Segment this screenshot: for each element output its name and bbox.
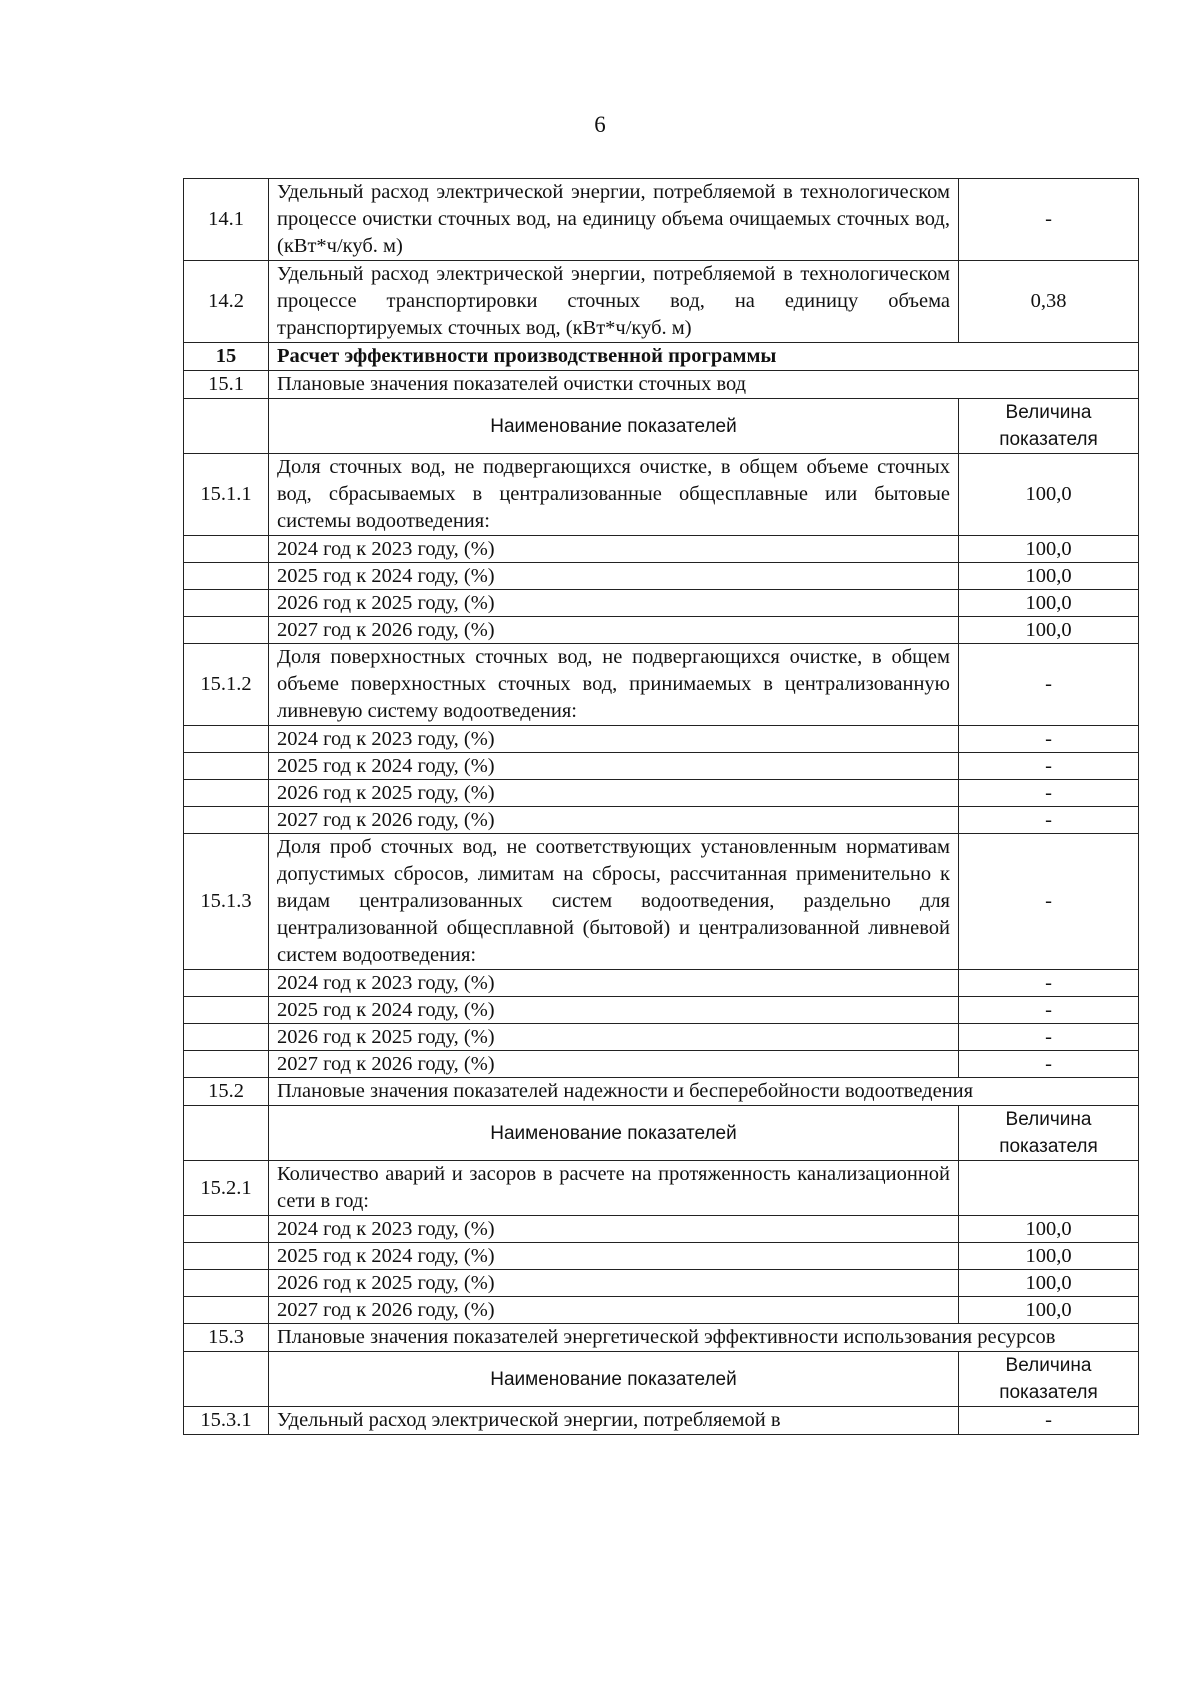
year-value: - (959, 970, 1139, 997)
table-row-year (184, 807, 1139, 834)
table-row-year (184, 563, 1139, 590)
header-name-label: Наименование показателей (269, 399, 959, 454)
subsection-number: 15.1 (184, 371, 269, 399)
subsection-number: 15.2 (184, 1078, 269, 1106)
year-value: - (959, 780, 1139, 807)
table-row-year (184, 780, 1139, 807)
table-row-header (184, 1106, 1139, 1161)
table-row-year (184, 970, 1139, 997)
section-number: 15 (184, 343, 269, 371)
year-number-cell (184, 1024, 269, 1051)
item-description: Доля поверхностных сточных вод, не подвергающихся очистке, в общем объеме поверхностных сточных вод, принимаемых в централизованную ливневую систему водоотведения: (269, 644, 959, 726)
table-row-item (184, 179, 1139, 261)
item-value: 100,0 (959, 454, 1139, 536)
header-number-cell (184, 1352, 269, 1407)
year-label: 2026 год к 2025 году, (%) (269, 1024, 959, 1051)
year-number-cell (184, 590, 269, 617)
item-description: Доля проб сточных вод, не соответствующих установленным нормативам допустимых сбросов, лимитам на сбросы, рассчитанная применительно к видам централизованных систем водоотведения, раздельно для централизованной общесплавной (бытовой) и централизованной ливневой систем водоотведения: (269, 834, 959, 970)
item-value: - (959, 644, 1139, 726)
item-description: Количество аварий и засоров в расчете на протяженность канализационной сети в год: (269, 1161, 959, 1216)
document-sheet (183, 178, 1139, 1435)
year-number-cell (184, 617, 269, 644)
year-number-cell (184, 970, 269, 997)
table-row-header (184, 1352, 1139, 1407)
table-row-section (184, 343, 1139, 371)
table-row-year (184, 617, 1139, 644)
table-row-year (184, 1270, 1139, 1297)
year-number-cell (184, 563, 269, 590)
year-value: - (959, 1051, 1139, 1078)
table-row-item (184, 644, 1139, 726)
section-title: Расчет эффективности производственной программы (269, 343, 1139, 371)
year-number-cell (184, 997, 269, 1024)
table-row-year (184, 997, 1139, 1024)
item-value (959, 1161, 1139, 1216)
header-number-cell (184, 1106, 269, 1161)
header-value-label: Величина показателя (959, 1352, 1139, 1407)
year-label: 2025 год к 2024 году, (%) (269, 1243, 959, 1270)
item-value: - (959, 834, 1139, 970)
item-description: Доля сточных вод, не подвергающихся очистке, в общем объеме сточных вод, сбрасываемых в централизованные общесплавные или бытовые системы водоотведения: (269, 454, 959, 536)
year-label: 2026 год к 2025 году, (%) (269, 780, 959, 807)
year-label: 2026 год к 2025 году, (%) (269, 1270, 959, 1297)
subsection-title: Плановые значения показателей надежности и бесперебойности водоотведения (269, 1078, 1139, 1106)
table-row-year (184, 753, 1139, 780)
table-row-item (184, 261, 1139, 343)
year-number-cell (184, 536, 269, 563)
year-value: - (959, 997, 1139, 1024)
year-label: 2024 год к 2023 году, (%) (269, 726, 959, 753)
table-row-year (184, 726, 1139, 753)
item-number: 15.1.1 (184, 454, 269, 536)
item-number: 15.3.1 (184, 1407, 269, 1435)
year-label: 2024 год к 2023 году, (%) (269, 970, 959, 997)
item-number: 14.1 (184, 179, 269, 261)
item-description: Удельный расход электрической энергии, потребляемой в технологическом процессе очистки сточных вод, на единицу объема очищаемых сточных вод, (кВт*ч/куб. м) (269, 179, 959, 261)
item-number: 15.1.3 (184, 834, 269, 970)
year-label: 2027 год к 2026 году, (%) (269, 1297, 959, 1324)
year-label: 2025 год к 2024 году, (%) (269, 997, 959, 1024)
year-value: 100,0 (959, 1270, 1139, 1297)
table-row-item (184, 834, 1139, 970)
year-value: - (959, 807, 1139, 834)
item-description: Удельный расход электрической энергии, потребляемой в (269, 1407, 959, 1435)
table-row-subsection (184, 371, 1139, 399)
year-number-cell (184, 780, 269, 807)
item-value: - (959, 179, 1139, 261)
year-value: - (959, 753, 1139, 780)
item-value: 0,38 (959, 261, 1139, 343)
subsection-title: Плановые значения показателей очистки сточных вод (269, 371, 1139, 399)
year-value: 100,0 (959, 617, 1139, 644)
year-label: 2025 год к 2024 году, (%) (269, 753, 959, 780)
year-label: 2027 год к 2026 году, (%) (269, 617, 959, 644)
year-label: 2024 год к 2023 году, (%) (269, 1216, 959, 1243)
year-label: 2025 год к 2024 году, (%) (269, 563, 959, 590)
year-number-cell (184, 1243, 269, 1270)
subsection-number: 15.3 (184, 1324, 269, 1352)
year-label: 2027 год к 2026 году, (%) (269, 1051, 959, 1078)
table-row-year (184, 1051, 1139, 1078)
header-number-cell (184, 399, 269, 454)
year-value: 100,0 (959, 1243, 1139, 1270)
subsection-title: Плановые значения показателей энергетической эффективности использования ресурсов (269, 1324, 1139, 1352)
year-value: 100,0 (959, 536, 1139, 563)
table-row-header (184, 399, 1139, 454)
table-row-year (184, 1243, 1139, 1270)
item-number: 14.2 (184, 261, 269, 343)
year-number-cell (184, 1297, 269, 1324)
table-row-year (184, 590, 1139, 617)
year-value: 100,0 (959, 1297, 1139, 1324)
table-row-subsection (184, 1324, 1139, 1352)
year-value: - (959, 726, 1139, 753)
header-name-label: Наименование показателей (269, 1352, 959, 1407)
page-number: 6 (594, 112, 606, 137)
header-value-label: Величина показателя (959, 399, 1139, 454)
year-value: - (959, 1024, 1139, 1051)
header-value-label: Величина показателя (959, 1106, 1139, 1161)
year-number-cell (184, 1051, 269, 1078)
table-row-year (184, 1024, 1139, 1051)
item-number: 15.2.1 (184, 1161, 269, 1216)
year-label: 2024 год к 2023 году, (%) (269, 536, 959, 563)
year-label: 2026 год к 2025 году, (%) (269, 590, 959, 617)
year-value: 100,0 (959, 590, 1139, 617)
item-number: 15.1.2 (184, 644, 269, 726)
table-row-item (184, 1161, 1139, 1216)
table-row-item (184, 454, 1139, 536)
year-value: 100,0 (959, 563, 1139, 590)
table-row-item (184, 1407, 1139, 1435)
year-number-cell (184, 1270, 269, 1297)
year-number-cell (184, 726, 269, 753)
year-number-cell (184, 1216, 269, 1243)
year-value: 100,0 (959, 1216, 1139, 1243)
year-number-cell (184, 807, 269, 834)
table-row-year (184, 536, 1139, 563)
header-name-label: Наименование показателей (269, 1106, 959, 1161)
year-label: 2027 год к 2026 году, (%) (269, 807, 959, 834)
item-value: - (959, 1407, 1139, 1435)
table-row-year (184, 1216, 1139, 1243)
program-table (183, 178, 1139, 1435)
item-description: Удельный расход электрической энергии, потребляемой в технологическом процессе транспортировки сточных вод, на единицу объема транспортируемых сточных вод, (кВт*ч/куб. м) (269, 261, 959, 343)
year-number-cell (184, 753, 269, 780)
table-row-year (184, 1297, 1139, 1324)
program-table-body (184, 179, 1139, 1435)
table-row-subsection (184, 1078, 1139, 1106)
